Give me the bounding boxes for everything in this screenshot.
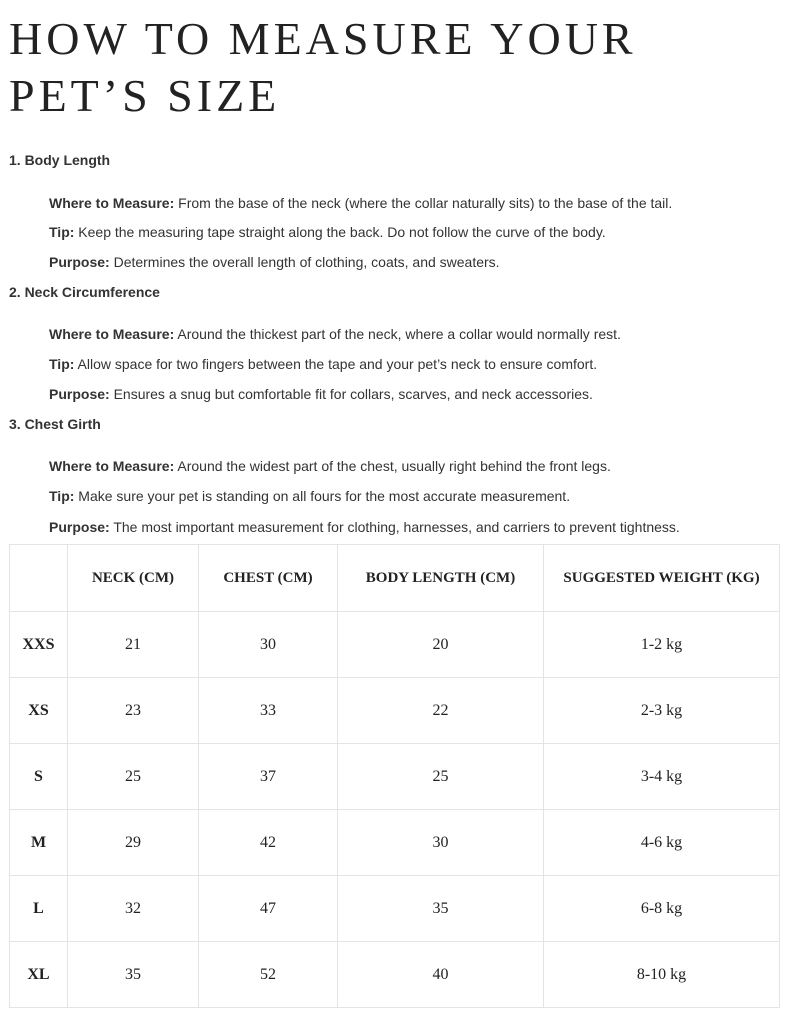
item-label: Where to Measure: <box>49 195 175 211</box>
size-chart-table <box>9 544 780 1008</box>
body-length-cell: 25 <box>338 744 544 810</box>
header-cell-chest: CHEST (CM) <box>199 545 338 612</box>
size-label-cell: L <box>10 876 68 942</box>
table-row <box>10 678 780 744</box>
item-text: Ensures a snug but comfortable fit for collars, scarves, and neck accessories. <box>109 386 593 402</box>
table-row <box>10 612 780 678</box>
table-header-row <box>10 545 780 612</box>
chest-cell: 47 <box>199 876 338 942</box>
body-length-cell: 35 <box>338 876 544 942</box>
item-text: Around the thickest part of the neck, where a collar would normally rest. <box>174 326 621 342</box>
chest-cell: 30 <box>199 612 338 678</box>
header-cell-suggested-weight: SUGGESTED WEIGHT (KG) <box>544 545 780 612</box>
section-heading-body-length: 1. Body Length <box>9 152 111 168</box>
body-length-cell: 40 <box>338 942 544 1008</box>
item-label: Purpose: <box>49 386 110 402</box>
size-label-cell: XS <box>10 678 68 744</box>
item-label: Tip: <box>49 488 75 504</box>
item-label: Tip: <box>49 356 75 372</box>
neck-purpose <box>49 386 779 402</box>
chest-purpose <box>49 519 779 535</box>
item-label: Tip: <box>49 224 75 240</box>
item-label: Where to Measure: <box>49 458 175 474</box>
header-cell-body-length: BODY LENGTH (CM) <box>338 545 544 612</box>
chest-cell: 52 <box>199 942 338 1008</box>
table-row <box>10 942 780 1008</box>
item-text: Allow space for two fingers between the tape and your pet’s neck to ensure comfort. <box>74 356 598 372</box>
weight-cell: 8-10 kg <box>544 942 780 1008</box>
neck-cell: 32 <box>68 876 199 942</box>
body-length-purpose <box>49 254 779 270</box>
chest-cell: 33 <box>199 678 338 744</box>
neck-where <box>49 326 779 342</box>
size-label-cell: S <box>10 744 68 810</box>
section-heading-chest-girth: 3. Chest Girth <box>9 416 101 432</box>
weight-cell: 6-8 kg <box>544 876 780 942</box>
weight-cell: 4-6 kg <box>544 810 780 876</box>
chest-cell: 37 <box>199 744 338 810</box>
item-text: Keep the measuring tape straight along the back. Do not follow the curve of the body. <box>74 224 606 240</box>
size-label-cell: XL <box>10 942 68 1008</box>
item-text: Around the widest part of the chest, usually right behind the front legs. <box>174 458 611 474</box>
neck-cell: 35 <box>68 942 199 1008</box>
table-row <box>10 744 780 810</box>
weight-cell: 2-3 kg <box>544 678 780 744</box>
neck-cell: 29 <box>68 810 199 876</box>
body-length-tip <box>49 224 779 240</box>
item-label: Purpose: <box>49 519 110 535</box>
body-length-where <box>49 195 779 211</box>
page-title: HOW TO MEASURE YOUR PET’S SIZE <box>9 13 637 121</box>
header-cell-blank <box>10 545 68 612</box>
weight-cell: 3-4 kg <box>544 744 780 810</box>
item-text: From the base of the neck (where the collar naturally sits) to the base of the tail. <box>174 195 673 211</box>
item-label: Purpose: <box>49 254 110 270</box>
body-length-cell: 22 <box>338 678 544 744</box>
section-heading-neck-circumference: 2. Neck Circumference <box>9 284 160 300</box>
chest-tip <box>49 488 779 504</box>
neck-cell: 23 <box>68 678 199 744</box>
table-row <box>10 876 780 942</box>
body-length-cell: 20 <box>338 612 544 678</box>
body-length-cell: 30 <box>338 810 544 876</box>
item-label: Where to Measure: <box>49 326 175 342</box>
chest-cell: 42 <box>199 810 338 876</box>
item-text: Determines the overall length of clothing, coats, and sweaters. <box>109 254 500 270</box>
table-row <box>10 810 780 876</box>
neck-tip <box>49 356 779 372</box>
weight-cell: 1-2 kg <box>544 612 780 678</box>
chest-where <box>49 458 779 474</box>
item-text: Make sure your pet is standing on all fours for the most accurate measurement. <box>74 488 571 504</box>
header-cell-neck: NECK (CM) <box>68 545 199 612</box>
size-label-cell: M <box>10 810 68 876</box>
item-text: The most important measurement for clothing, harnesses, and carriers to prevent tightness. <box>109 519 680 535</box>
size-label-cell: XXS <box>10 612 68 678</box>
neck-cell: 21 <box>68 612 199 678</box>
neck-cell: 25 <box>68 744 199 810</box>
